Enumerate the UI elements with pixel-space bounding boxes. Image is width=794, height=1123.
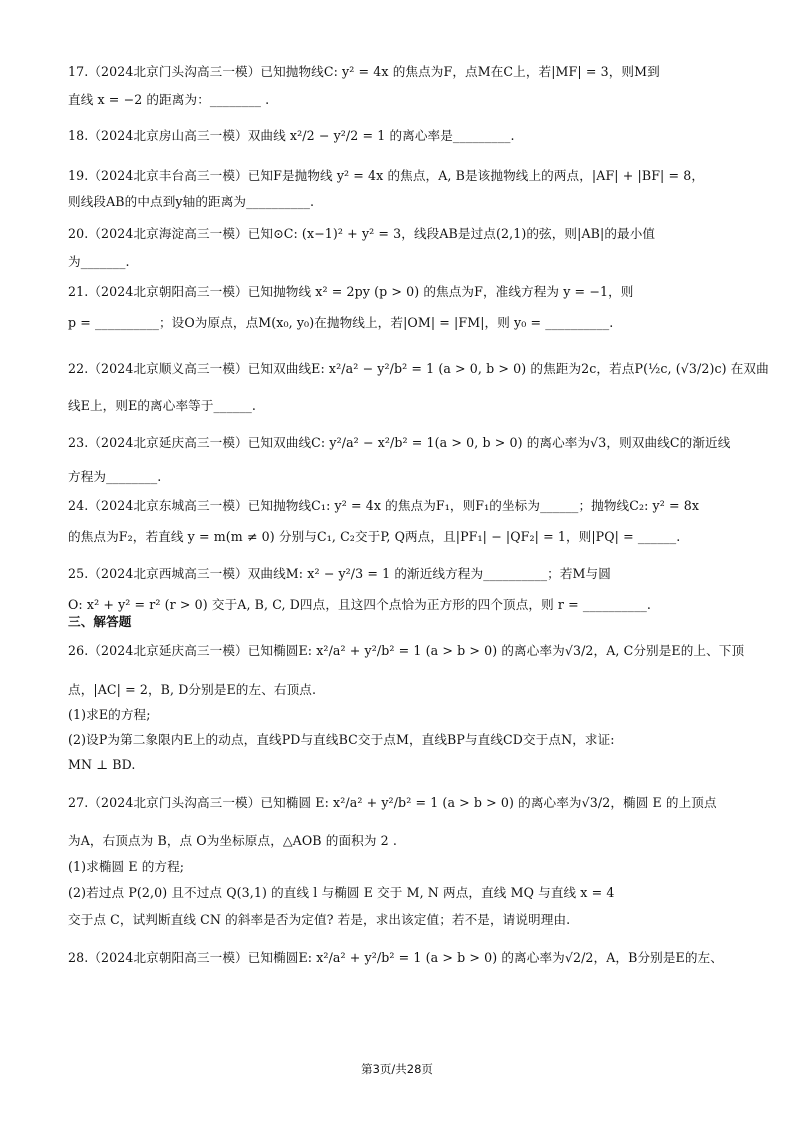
- question-23-line-1: 23.（2024北京延庆高三一模）已知双曲线C: y²/a² − x²/b² = 1(a > 0, b > 0) 的离心率为√3，则双曲线C的渐近线: [68, 435, 731, 450]
- question-27-line-2: 为A，右顶点为 B，点 O为坐标原点，△AOB 的面积为 2 .: [68, 833, 397, 848]
- question-20-line-2: 为_______.: [68, 254, 130, 269]
- question-27-line-1: 27.（2024北京门头沟高三一模）已知椭圆 E: x²/a² + y²/b² = 1 (a > b > 0) 的离心率为√3/2，椭圆 E 的上顶点: [68, 795, 717, 810]
- question-25-line-2: O: x² + y² = r² (r > 0) 交于A, B, C, D四点，且这四个点恰为正方形的四个顶点，则 r = __________.: [68, 597, 651, 612]
- section-title: 三、解答题: [68, 614, 132, 629]
- question-24-line-1: 24.（2024北京东城高三一模）已知抛物线C₁: y² = 4x 的焦点为F₁，则F₁的坐标为______；抛物线C₂: y² = 8x: [68, 498, 700, 513]
- question-26-line-4: (2)设P为第二象限内E上的动点，直线PD与直线BC交于点M，直线BP与直线CD交于点N，求证:: [68, 732, 615, 747]
- question-21-line-1: 21.（2024北京朝阳高三一模）已知抛物线 x² = 2py (p > 0) 的焦点为F，准线方程为 y = −1，则: [68, 284, 634, 299]
- question-17-line-1: 17.（2024北京门头沟高三一模）已知抛物线C: y² = 4x 的焦点为F，点M在C上，若|MF| = 3，则M到: [68, 64, 660, 79]
- question-21-line-2: p = __________；设O为原点，点M(x₀, y₀)在抛物线上，若|OM| = |FM|，则 y₀ = __________.: [68, 315, 614, 330]
- question-26-line-5: MN ⊥ BD.: [68, 757, 136, 772]
- question-22-line-2: 线E上，则E的离心率等于______.: [68, 398, 257, 413]
- question-22-line-1: 22.（2024北京顺义高三一模）已知双曲线E: x²/a² − y²/b² = 1 (a > 0, b > 0) 的焦距为2c，若点P(½c, (√3/2)c) 在双曲: [68, 361, 769, 376]
- question-23-line-2: 方程为________.: [68, 469, 162, 484]
- question-28-line-1: 28.（2024北京朝阳高三一模）已知椭圆E: x²/a² + y²/b² = 1 (a > b > 0) 的离心率为√2/2，A，B分别是E的左、: [68, 950, 723, 965]
- question-27-line-4: (2)若过点 P(2,0) 且不过点 Q(3,1) 的直线 l 与椭圆 E 交于 M, N 两点，直线 MQ 与直线 x = 4: [68, 885, 615, 900]
- question-18-line-1: 18.（2024北京房山高三一模）双曲线 x²/2 − y²/2 = 1 的离心率是_________.: [68, 128, 515, 143]
- question-24-line-2: 的焦点为F₂，若直线 y = m(m ≠ 0) 分别与C₁, C₂交于P, Q两点，且|PF₁| − |QF₂| = 1，则|PQ| = ______.: [68, 529, 681, 544]
- question-20-line-1: 20.（2024北京海淀高三一模）已知⊙C: (x−1)² + y² = 3，线段AB是过点(2,1)的弦，则|AB|的最小值: [68, 226, 656, 241]
- question-17-line-2: 直线 x = −2 的距离为：________ .: [68, 92, 270, 107]
- question-27-line-5: 交于点 C，试判断直线 CN 的斜率是否为定值? 若是，求出该定值；若不是，请说明理由.: [68, 912, 571, 927]
- question-26-line-2: 点，|AC| = 2，B, D分别是E的左、右顶点.: [68, 682, 317, 697]
- question-25-line-1: 25.（2024北京西城高三一模）双曲线M: x² − y²/3 = 1 的渐近线方程为__________；若M与圆: [68, 566, 611, 581]
- question-27-line-3: (1)求椭圆 E 的方程;: [68, 859, 185, 874]
- question-19-line-1: 19.（2024北京丰台高三一模）已知F是抛物线 y² = 4x 的焦点，A, B是该抛物线上的两点，|AF| + |BF| = 8，: [68, 168, 705, 183]
- question-19-line-2: 则线段AB的中点到y轴的距离为__________.: [68, 194, 315, 209]
- question-26-line-1: 26.（2024北京延庆高三一模）已知椭圆E: x²/a² + y²/b² = 1 (a > b > 0) 的离心率为√3/2，A, C分别是E的上、下顶: [68, 643, 745, 658]
- question-26-line-3: (1)求E的方程;: [68, 707, 151, 722]
- page-footer: 第3页/共28页: [361, 1062, 433, 1076]
